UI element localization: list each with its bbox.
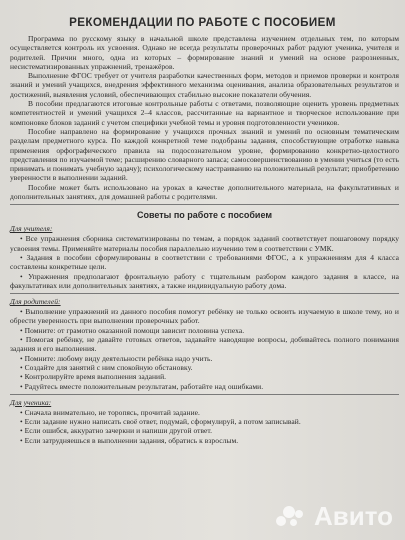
students-label: Для ученика: (10, 397, 52, 407)
parents-item: • Помогая ребёнку, не давайте готовых ответов, задавайте наводящие вопросы, добивайтесь полного понимания задания и его выполнения. (10, 335, 399, 354)
parents-label: Для родителей: (10, 297, 61, 307)
teachers-item: • Задания в пособии сформулированы в соответствии с требованиями ФГОС, а к упражнениям для 4 класса составлены конкретные цели. (10, 252, 399, 272)
parents-item: • Контролируйте время выполнения заданий. (20, 372, 167, 382)
parents-item: • Помните: любому виду деятельности ребёнка надо учить. (20, 353, 213, 363)
students-item: • Если задание нужно написать своё ответ, подумай, сформулируй, а потом записывай. (20, 417, 301, 427)
intro-paragraph: Пособие может быть использовано на уроках в качестве дополнительного материала, на факультативных и дополнительных занятиях, для домашней работы с родителями. (10, 182, 399, 202)
parents-item: • Радуйтесь вместе положительным результатам, работайте над ошибками. (20, 381, 264, 391)
students-item: • Если затрудняешься в выполнении задания, обратись к взрослым. (20, 435, 239, 445)
teachers-item: • Все упражнения сборника систематизированы по темам, а порядок заданий соответствует пошаговому порядку усвоения темы. Применяйте материалы пособия параллельно изучению тем в соответствии с УМК. (10, 234, 399, 253)
intro-paragraph: В пособии предлагаются итоговые контрольные работы с ответами, позволяющие оценить уровень предметных компетентностей и умений учащихся 2–4 классов, рассчитанные на вариантное и творческое использование при компоновке блоков заданий с учетом специфики учебной темы и уровня подготовленности учеников. (10, 99, 399, 127)
intro-paragraph: Пособие направлено на формирование у учащихся прочных знаний и умений по основным тематическим разделам предметного курса. По каждой конкретной теме подобраны задания, способствующие отработке навыка применения орфографического правила на подосознательном уровне, формированию конкретно-целостного представления по изучаемой теме; расширению словарного запаса; самосовершенствованию в умении учиться (то есть принимать и понимать учебную задачу); психологическому настраиванию на положительный результат; приобретению уверенности в выполнении заданий. (10, 126, 399, 183)
section-divider (10, 394, 399, 395)
advice-title: Советы по работе с пособием (136, 210, 273, 221)
teachers-item: • Упражнения предполагают фронтальную работу с тщательным разбором каждого задания в классе, на факультативах или дополнительных занятиях, а также индивидуальную работу дома. (10, 271, 399, 290)
parents-item: • Выполнение упражнений из данного пособия помогут ребёнку не только освоить изучаемую в школе тему, но и обрести уверенность при выполнении проверочных работ. (10, 307, 399, 326)
parents-item: • Создайте для занятий с ним спокойную обстановку. (20, 362, 193, 372)
watermark-text: Авито (313, 501, 393, 531)
section-divider (10, 204, 399, 205)
avito-logo-icon (276, 504, 310, 530)
teachers-label: Для учителя: (10, 224, 53, 234)
students-item: • Сначала внимательно, не торопясь, прочитай задание. (20, 407, 200, 417)
students-item: • Если ошибся, аккуратно зачеркни и напиши другой ответ. (20, 426, 213, 436)
section-divider (10, 293, 399, 294)
avito-watermark (276, 501, 393, 532)
intro-paragraph: Программа по русскому языку в начальной школе представлена изучением отдельных тем, по которым осуществляется контроль их усвоения. Однако не всегда результаты проверочных работ радуют ученика, учителя и родителей. Причин много, одна из которых – формирование знаний и умений на основе разрозненных, несистематизированных упражнений, тренажёров. (10, 34, 399, 71)
parents-item: • Помните: от грамотно оказанной помощи зависит половина успеха. (20, 325, 245, 335)
page-title: РЕКОМЕНДАЦИИ ПО РАБОТЕ С ПОСОБИЕМ (69, 16, 336, 29)
intro-paragraph: Выполнение ФГОС требует от учителя разработки качественных форм, методов и приемов проверки и контроля знаний и умений учащихся, внедрения эффективного механизма оценивания, анализа образовательных результатов и достижений, выявления условий, обеспечивающих стабильно высокие показатели обучения. (10, 71, 399, 99)
document-body (10, 34, 399, 445)
